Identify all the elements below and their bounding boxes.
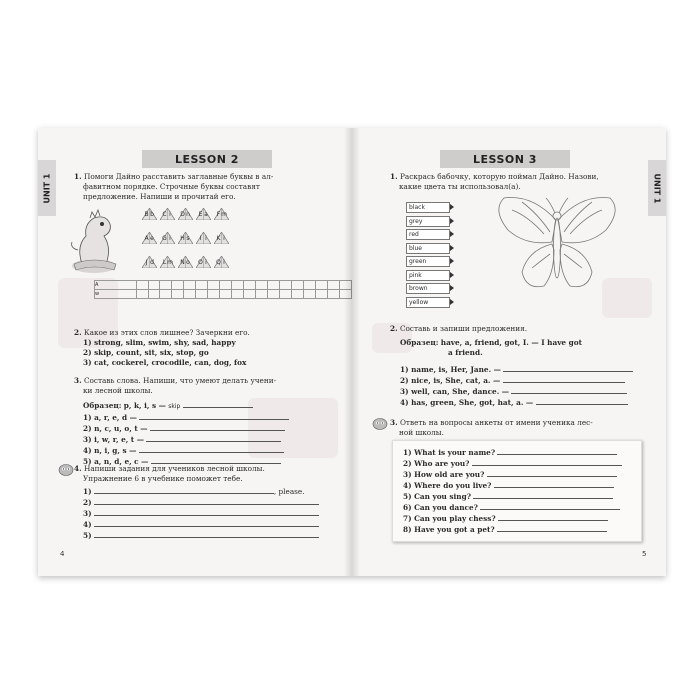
pyramid-letters: L	[162, 259, 167, 266]
grid-cell[interactable]	[196, 281, 208, 290]
sample-label: Образец:	[83, 401, 122, 410]
prompt-line: ной школы.	[399, 428, 444, 437]
letter-pyramid	[160, 208, 175, 220]
exercise-1-prompt	[74, 172, 346, 202]
pyramid-letters: a	[204, 211, 208, 218]
pyramid-letters: i	[205, 259, 207, 266]
grid-cell[interactable]	[327, 281, 339, 290]
dino-illustration	[64, 206, 126, 276]
sentence-item: 3) well, can, She, dance. —	[400, 387, 510, 396]
word-list-item[interactable]: 3) cat, cockerel, crocodile, can, dog, fox	[83, 358, 247, 367]
answer-line[interactable]	[94, 508, 319, 516]
word-list-item[interactable]: 1) strong, slim, swim, shy, sad, happy	[83, 338, 236, 347]
grid-cell[interactable]	[244, 290, 256, 299]
exercise-2-prompt: Составь и запиши предложения.	[399, 324, 528, 333]
pyramid-letters: o	[186, 259, 190, 266]
letter-pyramid	[142, 208, 157, 220]
answer-line[interactable]	[497, 447, 617, 455]
letter-pyramid	[196, 232, 211, 244]
grid-cell[interactable]	[256, 281, 268, 290]
pyramid-row	[142, 208, 229, 220]
pyramid-letters: H	[180, 235, 185, 242]
exercise-1-prompt	[390, 172, 652, 192]
answer-line[interactable]	[511, 386, 627, 394]
grid-cell[interactable]	[280, 290, 292, 299]
letter-pyramid	[178, 208, 193, 220]
grid-cell[interactable]	[244, 281, 256, 290]
grid-cell[interactable]	[315, 290, 327, 299]
grid-cell[interactable]	[303, 290, 315, 299]
pyramid-letters: i	[169, 235, 171, 242]
answer-line[interactable]	[487, 469, 617, 477]
owl-teacher-icon	[372, 416, 388, 430]
pyramid-letters: d	[150, 259, 154, 266]
scramble-item: 1) a, r, e, d —	[83, 413, 137, 422]
scramble-item: 3) i, w, r, e, t —	[83, 435, 145, 444]
sample-label: Образец:	[400, 338, 439, 347]
prompt-line: предложение. Напиши и прочитай его.	[83, 192, 236, 201]
unit-tab-label: UNIT 1	[42, 173, 52, 203]
color-label-box[interactable]: pink	[406, 270, 450, 281]
line-number: 2)	[83, 498, 92, 507]
pyramid-row	[142, 256, 229, 268]
exercise-number: 1.	[74, 172, 82, 181]
pyramid-letters: J	[145, 259, 148, 266]
lesson-title: LESSON 3	[473, 152, 537, 166]
unit-tab-label: UNIT 1	[652, 173, 662, 203]
grid-cell[interactable]	[268, 281, 280, 290]
sentence-item: 2) nice, is, She, cat, a. —	[400, 376, 501, 385]
pyramid-letters: m	[221, 211, 227, 218]
pyramid-letters: D	[180, 211, 185, 218]
grid-cell[interactable]	[232, 290, 244, 299]
unit-tab	[38, 160, 56, 216]
answer-line[interactable]	[498, 513, 608, 521]
pyramid-letters: A	[144, 235, 149, 242]
answer-line	[183, 400, 253, 408]
arrow-right-icon	[450, 285, 454, 291]
pyramid-letters: i	[205, 235, 207, 242]
page-number: 4	[60, 550, 65, 558]
answer-line[interactable]	[94, 486, 274, 494]
prompt-line: ки лесной школы.	[83, 386, 153, 395]
right-page	[352, 128, 666, 576]
exercise-2	[74, 328, 346, 368]
exercise-3-items	[83, 412, 343, 467]
answer-line[interactable]	[473, 491, 613, 499]
grid-cell[interactable]	[160, 281, 172, 290]
grid-cell[interactable]	[136, 281, 148, 290]
pyramid-letters: C	[162, 211, 167, 218]
grid-cell[interactable]	[148, 281, 160, 290]
answer-line[interactable]	[150, 423, 285, 431]
grid-cell[interactable]	[136, 290, 148, 299]
owl-teacher-icon	[58, 462, 74, 476]
prompt-line: Составь слова. Напиши, что умеют делать учени-	[83, 376, 277, 385]
exercise-2-items	[400, 364, 650, 408]
pyramid-letters: F	[216, 211, 221, 218]
color-label-box[interactable]: brown	[406, 283, 450, 294]
lesson-banner	[440, 150, 570, 168]
pyramid-letters: O	[198, 259, 203, 266]
grid-cell[interactable]	[160, 290, 172, 299]
letter-pyramid	[214, 208, 229, 220]
answer-grid[interactable]	[94, 280, 352, 299]
exercise-number: 2.	[74, 328, 82, 337]
grid-cell[interactable]	[220, 290, 232, 299]
grid-cell[interactable]	[196, 290, 208, 299]
question-item: 3) How old are you?	[403, 470, 485, 479]
line-number: 4)	[83, 520, 92, 529]
pyramid-letters: n	[186, 211, 190, 218]
pyramid-letters: I	[199, 235, 202, 242]
color-label-box[interactable]: red	[406, 229, 450, 240]
answer-line[interactable]	[480, 502, 620, 510]
pyramid-letters: e	[150, 235, 154, 242]
exercise-4-lines	[83, 486, 343, 541]
question-item: 7) Can you play chess?	[403, 514, 496, 523]
sample-answer: skip	[168, 403, 181, 410]
grid-cell[interactable]	[232, 281, 244, 290]
please-suffix: , please.	[273, 487, 305, 496]
arrow-right-icon	[450, 218, 454, 224]
sentence-item: 1) name, is, Her, Jane. —	[400, 365, 501, 374]
letter-pyramid	[196, 208, 211, 220]
letter-pyramid	[160, 256, 175, 268]
arrow-right-icon	[450, 299, 454, 305]
arrow-right-icon	[450, 245, 454, 251]
answer-line[interactable]	[139, 412, 289, 420]
arrow-right-icon	[450, 258, 454, 264]
grid-cell[interactable]	[256, 290, 268, 299]
arrow-right-icon	[450, 231, 454, 237]
color-label-box[interactable]: blue	[406, 243, 450, 254]
scramble-item: 2) n, c, u, o, t —	[83, 424, 148, 433]
line-number: 1)	[83, 487, 92, 496]
answer-line[interactable]	[494, 480, 614, 488]
sentence-item: 4) has, green, She, got, hat, a. —	[400, 398, 534, 407]
answer-line[interactable]	[497, 524, 607, 532]
grid-cell[interactable]	[291, 290, 303, 299]
pyramid-letters: G	[162, 235, 167, 242]
answer-line[interactable]	[94, 497, 319, 505]
prompt-line: Раскрась бабочку, которую поймал Дайно. Назови,	[399, 172, 599, 181]
answer-line[interactable]	[503, 375, 625, 383]
spine-gutter	[344, 128, 360, 576]
grid-cell[interactable]: w	[95, 290, 137, 299]
prompt-line: Ответь на вопросы анкеты от имени ученика лес-	[399, 418, 593, 427]
exercise-2-sample	[400, 338, 650, 358]
exercise-number: 1.	[390, 172, 398, 181]
pyramid-letters: K	[216, 235, 221, 242]
question-item: 5) Can you sing?	[403, 492, 471, 501]
answer-line[interactable]	[139, 445, 284, 453]
scramble-item: 5) a, n, d, e, c —	[83, 457, 149, 466]
letter-pyramid	[196, 256, 211, 268]
pyramid-letters: E	[198, 211, 203, 218]
grid-cell[interactable]	[172, 290, 184, 299]
grid-cell[interactable]	[268, 290, 280, 299]
lesson-banner	[142, 150, 272, 168]
question-item: 1) What is your name?	[403, 448, 496, 457]
letter-pyramid	[142, 232, 157, 244]
pyramid-row	[142, 232, 229, 244]
grid-cell[interactable]	[208, 281, 220, 290]
grid-cell[interactable]: A	[95, 281, 137, 290]
letter-pyramid	[214, 232, 229, 244]
grid-cell[interactable]	[184, 281, 196, 290]
line-number: 3)	[83, 509, 92, 518]
pyramid-letters: i	[223, 235, 225, 242]
exercise-number: 4.	[74, 464, 82, 473]
exercise-3	[74, 376, 346, 396]
exercise-number: 2.	[390, 324, 398, 333]
prompt-line: фавитном порядке. Строчные буквы составят	[83, 182, 260, 191]
letter-pyramid	[160, 232, 175, 244]
grid-cell[interactable]	[208, 290, 220, 299]
question-item: 2) Who are you?	[403, 459, 470, 468]
left-page	[38, 128, 352, 576]
prompt-line: Помоги Дайно расставить заглавные буквы в ал-	[83, 172, 274, 181]
letter-pyramid	[142, 256, 157, 268]
exercise-2-prompt: Какое из этих слов лишнее? Зачеркни его.	[83, 328, 250, 337]
pyramid-letters: s	[186, 235, 190, 242]
sample-text: have, a, friend, got, I. — I have got	[440, 338, 582, 347]
pyramid-letters: Q	[216, 259, 221, 266]
pyramid-letters: N	[180, 259, 185, 266]
arrow-right-icon	[450, 204, 454, 210]
answer-line[interactable]	[151, 456, 281, 464]
exercise-3-sample	[83, 400, 343, 412]
butterfly-illustration[interactable]	[492, 190, 622, 300]
questionnaire-card	[392, 440, 642, 542]
grid-cell[interactable]	[280, 281, 292, 290]
pyramid-letters: b	[150, 211, 154, 218]
question-item: 8) Have you got a pet?	[403, 525, 495, 534]
color-label-box[interactable]: black	[406, 202, 450, 213]
answer-line[interactable]	[536, 397, 628, 405]
letter-pyramid	[178, 232, 193, 244]
prompt-line: Напиши задания для учеников лесной школы.	[83, 464, 265, 473]
answer-line[interactable]	[94, 530, 319, 538]
question-item: 4) Where do you live?	[403, 481, 492, 490]
pyramid-letters: B	[144, 211, 149, 218]
exercise-3	[390, 418, 652, 438]
grid-cell[interactable]	[303, 281, 315, 290]
exercise-2	[390, 324, 652, 334]
word-list-item[interactable]: 2) skip, count, sit, six, stop, go	[83, 348, 209, 357]
prompt-line: какие цвета ты использовал(а).	[399, 182, 521, 191]
answer-line[interactable]	[472, 458, 622, 466]
pyramid-letters: i	[223, 259, 225, 266]
prompt-line: Упражнение 6 в учебнике поможет тебе.	[83, 474, 243, 483]
lesson-title: LESSON 2	[175, 152, 239, 166]
exercise-number: 3.	[74, 376, 82, 385]
letter-pyramid	[214, 256, 229, 268]
grid-cell[interactable]	[291, 281, 303, 290]
answer-line[interactable]	[94, 519, 319, 527]
sample-text-continued: a friend.	[448, 348, 483, 357]
exercise-number: 3.	[390, 418, 398, 427]
answer-line[interactable]	[146, 434, 281, 442]
letter-pyramid	[178, 256, 193, 268]
question-item: 6) Can you dance?	[403, 503, 478, 512]
answer-line[interactable]	[503, 364, 633, 372]
color-label-box[interactable]: grey	[406, 216, 450, 227]
workbook-spread	[38, 128, 666, 576]
exercise-4	[74, 464, 346, 484]
grid-cell[interactable]	[148, 290, 160, 299]
sample-text: p, k, i, s —	[123, 401, 166, 410]
color-label-box[interactable]: green	[406, 256, 450, 267]
scramble-item: 4) n, i, g, s —	[83, 446, 137, 455]
grid-cell[interactable]	[327, 290, 339, 299]
line-number: 5)	[83, 531, 92, 540]
arrow-right-icon	[450, 272, 454, 278]
questionnaire-questions	[403, 447, 637, 535]
grid-cell[interactable]	[220, 281, 232, 290]
pyramid-letters: i	[169, 211, 171, 218]
color-label-box[interactable]: yellow	[406, 297, 450, 308]
page-number: 5	[642, 550, 647, 558]
grid-cell[interactable]	[172, 281, 184, 290]
pyramid-letters: m	[167, 259, 173, 266]
grid-cell[interactable]	[184, 290, 196, 299]
grid-cell[interactable]	[315, 281, 327, 290]
